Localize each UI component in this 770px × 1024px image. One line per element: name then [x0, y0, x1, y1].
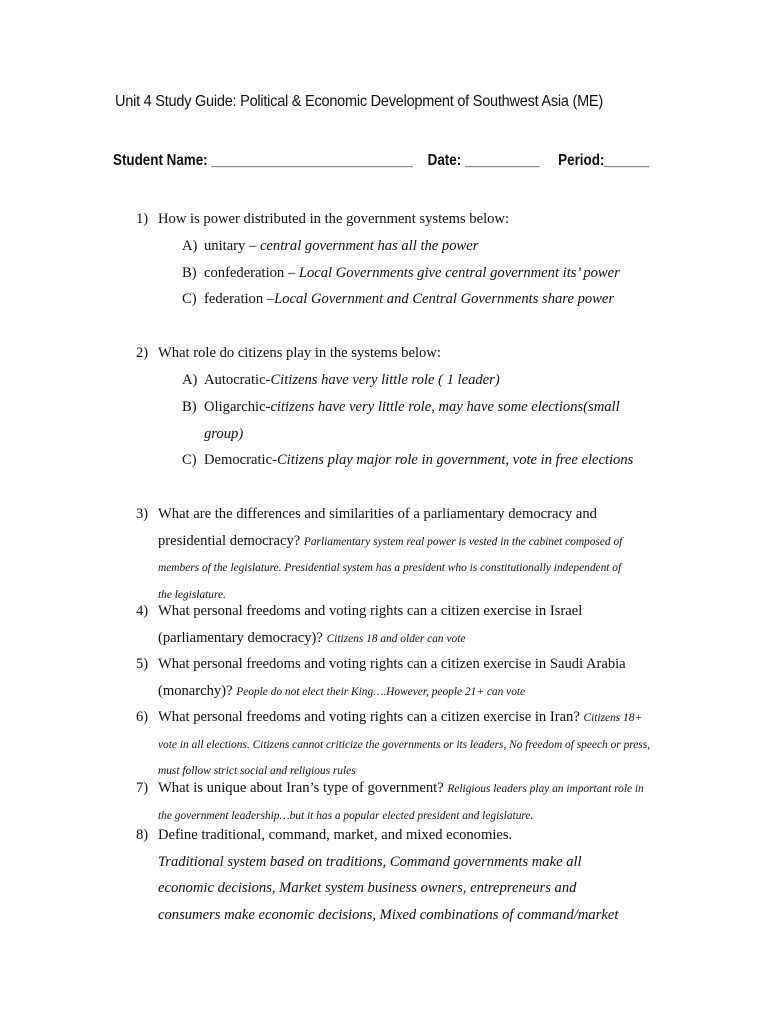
item-label: A)	[182, 238, 198, 254]
item-answer: Local Governments give central government its’ power	[298, 265, 620, 281]
question-7	[136, 775, 646, 828]
item-term: Democratic-	[204, 452, 277, 468]
question-number: 6)	[136, 709, 149, 725]
item-label: B)	[182, 399, 197, 415]
item-answer: Citizens have very little role ( 1 leader)	[270, 372, 500, 388]
item-answer: Citizens play major role in government, vote in free elections	[276, 452, 634, 468]
question-number: 4)	[136, 603, 149, 619]
question-text: What are the differences and similarities of a parliamentary democracy and presidential democracy?	[158, 506, 597, 549]
student-info-line	[113, 152, 649, 170]
question-text: What personal freedoms and voting rights can a citizen exercise in Iran?	[158, 709, 580, 725]
question-4	[136, 598, 606, 651]
question-number: 3)	[136, 506, 149, 522]
q1-item-b	[182, 260, 662, 287]
question-number: 5)	[136, 656, 149, 672]
question-number: 8)	[136, 827, 149, 843]
item-label: B)	[182, 265, 197, 281]
question-number: 1)	[136, 211, 149, 227]
answer-text: Citizens 18 and older can vote	[326, 632, 466, 645]
item-term: confederation –	[204, 265, 299, 281]
q2-item-a	[182, 367, 662, 394]
item-answer: Local Government and Central Governments share power	[274, 291, 615, 307]
item-label: C)	[182, 452, 197, 468]
question-text: What role do citizens play in the systems below:	[158, 345, 441, 361]
q2-item-b	[182, 394, 642, 447]
question-5	[136, 651, 646, 704]
item-label: A)	[182, 372, 198, 388]
answer-text: Traditional system based on traditions, Command governments make all economic decisions, Market system business owners, entrepreneurs and consumers make economic decisions, Mixed combinations of command/market	[158, 853, 619, 923]
q2-item-c	[182, 447, 662, 474]
question-6	[136, 704, 651, 784]
date-field: Date: __________	[427, 152, 540, 169]
item-label: C)	[182, 291, 197, 307]
question-8	[136, 822, 636, 928]
period-field: Period:______	[558, 152, 650, 169]
question-text: Define traditional, command, market, and mixed economies.	[158, 827, 513, 843]
spacer	[543, 152, 554, 169]
q1-item-c	[182, 286, 662, 313]
answer-text: People do not elect their King….However, people 21+ can vote	[236, 685, 526, 698]
answer-text: Citizens 18+ vote in all elections. Citizens cannot criticize the governments or its leaders, No freedom of speech or press, must follow strict social and religious rules	[158, 712, 651, 777]
answer-text: Religious leaders play an important role in the government leadership…but it has a popular elected president and legislature.	[158, 783, 644, 822]
question-number: 7)	[136, 780, 149, 796]
question-3	[136, 501, 636, 607]
answer-text: Parliamentary system real power is vested in the cabinet composed of members of the legislature. Presidential system has a president who is constitutionally independent of the legislature.	[158, 535, 623, 601]
question-number: 2)	[136, 345, 149, 361]
question-2	[136, 340, 656, 367]
item-term: federation –	[204, 291, 275, 307]
item-term: Autocratic-	[204, 372, 271, 388]
question-1	[136, 206, 656, 233]
question-text: What personal freedoms and voting rights can a citizen exercise in Saudi Arabia (monarchy)?	[158, 656, 626, 699]
item-term: Oligarchic-	[204, 399, 271, 415]
q1-item-a	[182, 233, 662, 260]
page-title: Unit 4 Study Guide: Political & Economic Development of Southwest Asia (ME)	[115, 93, 603, 110]
item-answer: central government has all the power	[259, 238, 479, 254]
item-term: unitary –	[204, 238, 260, 254]
student-name-field: Student Name: ___________________________	[113, 152, 413, 169]
question-text: What is unique about Iran’s type of government?	[158, 780, 444, 796]
question-text: What personal freedoms and voting rights can a citizen exercise in Israel (parliamentary democracy)?	[158, 603, 583, 646]
question-text: How is power distributed in the government systems below:	[158, 211, 510, 227]
item-answer: citizens have very little role, may have some elections(small group)	[204, 399, 620, 442]
spacer	[416, 152, 423, 169]
